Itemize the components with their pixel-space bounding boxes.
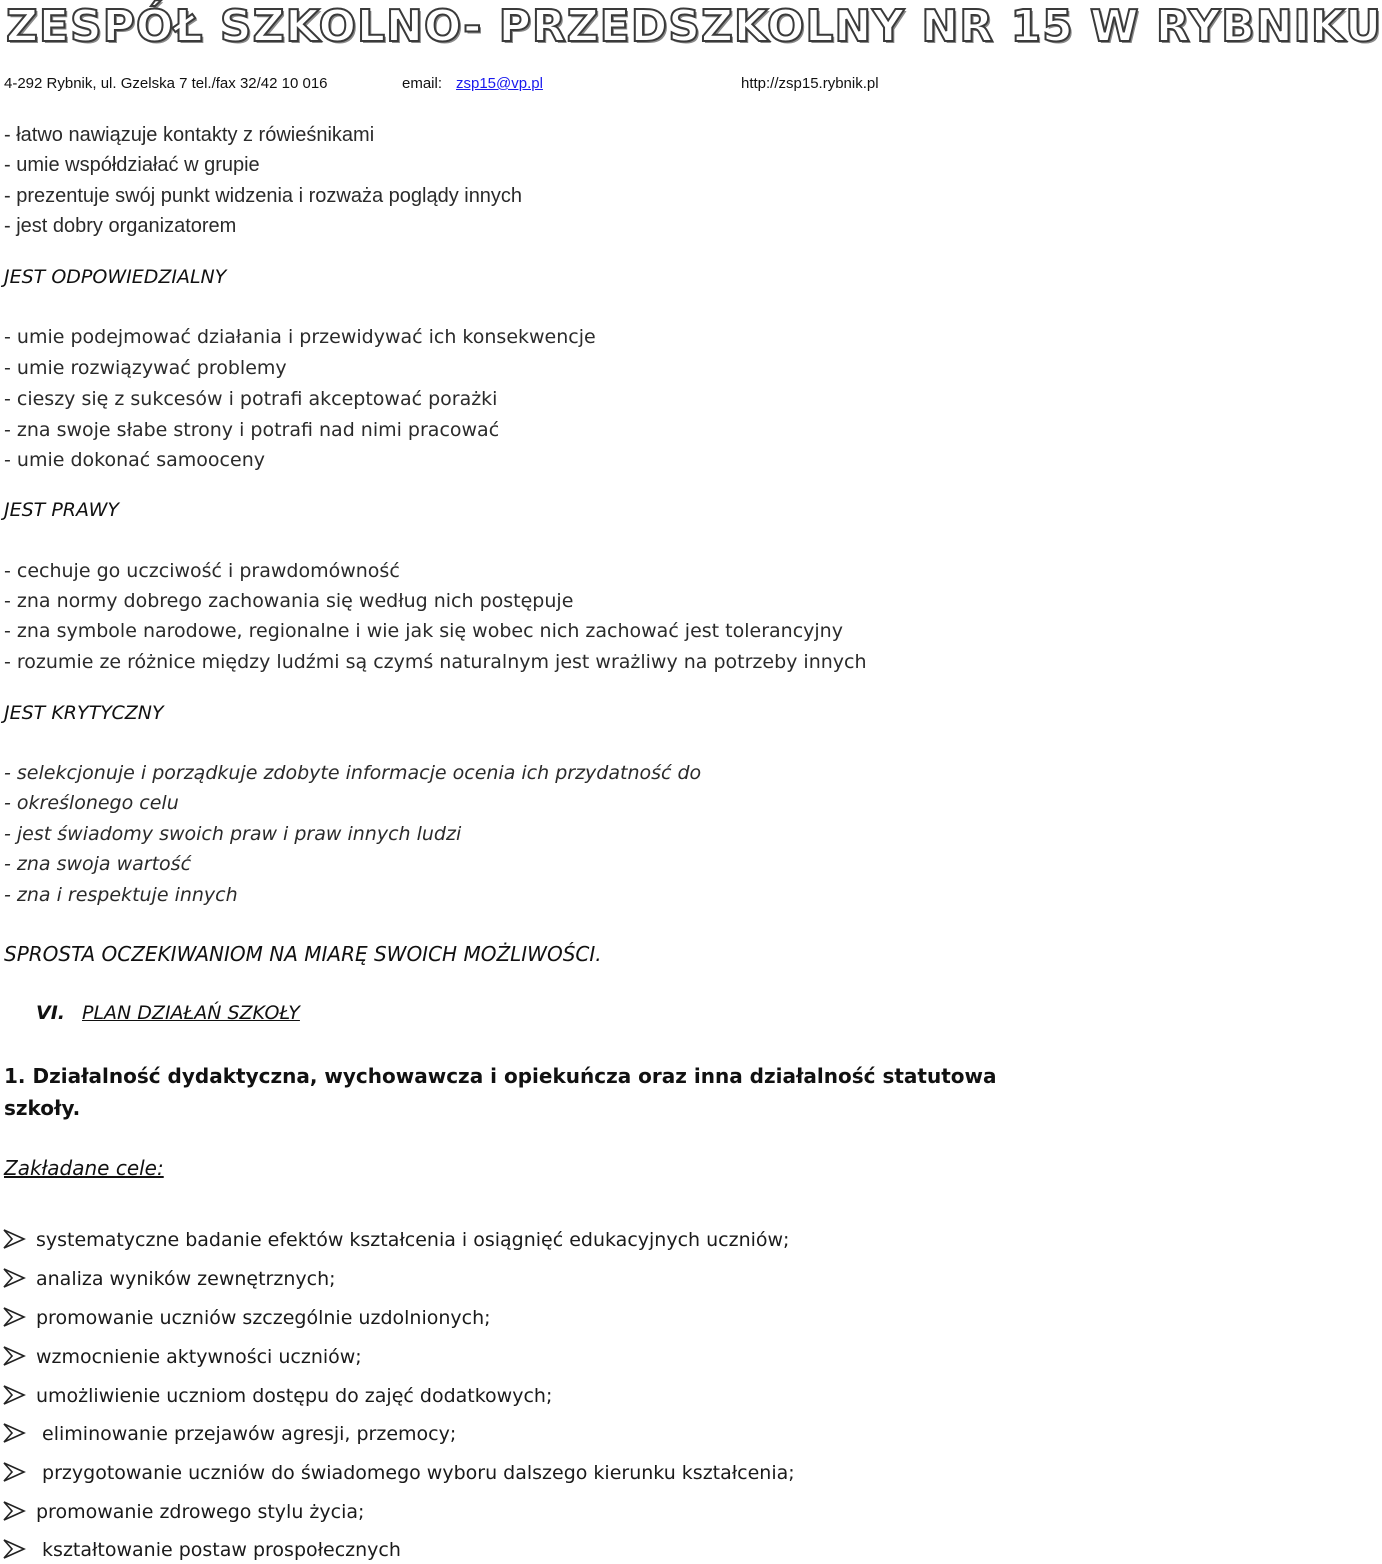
activity-heading: 1. Działalność dydaktyczna, wychowawcza i opiekuńcza oraz inna działalność statutowa — [4, 1064, 997, 1088]
arrow-bullet-icon — [2, 1307, 26, 1327]
goal-item — [36, 1266, 336, 1292]
critical-line: - zna swoja wartość — [4, 853, 192, 875]
arrow-bullet-icon — [2, 1346, 26, 1366]
goal-text: kształtowanie postaw prospołecznych — [36, 1539, 401, 1561]
righteous-line: - cechuje go uczciwość i prawdomówność — [4, 560, 400, 582]
goal-text: systematyczne badanie efektów kształcenia i osiągnięć edukacyjnych uczniów; — [36, 1229, 790, 1251]
school-name: ZESPÓŁ SZKOLNO- PRZEDSZKOLNY NR 15 W RYBNIKU — [6, 1, 1382, 52]
section-heading-critical: JEST KRYTYCZNY — [4, 702, 164, 724]
plan-title: PLAN DZIAŁAŃ SZKOŁY — [82, 1002, 300, 1024]
school-banner — [0, 0, 1382, 58]
goal-item — [36, 1537, 401, 1563]
righteous-line: - rozumie ze różnice między ludźmi są czymś naturalnym jest wrażliwy na potrzeby innych — [4, 651, 867, 673]
arrow-bullet-icon — [2, 1385, 26, 1405]
goal-item — [36, 1499, 365, 1525]
goal-item — [36, 1344, 362, 1370]
goal-text: przygotowanie uczniów do świadomego wyboru dalszego kierunku kształcenia; — [36, 1462, 795, 1484]
arrow-bullet-icon — [2, 1462, 26, 1482]
section-heading-responsible: JEST ODPOWIEDZIALNY — [4, 266, 227, 288]
arrow-bullet-icon — [2, 1539, 26, 1559]
arrow-bullet-icon — [2, 1501, 26, 1521]
email-label: email: — [402, 75, 443, 92]
responsible-line: - umie podejmować działania i przewidywać ich konsekwencje — [4, 326, 596, 348]
arrow-bullet-icon — [2, 1423, 26, 1443]
school-address: 4-292 Rybnik, ul. Gzelska 7 tel./fax 32/42 10 016 — [4, 75, 328, 92]
goal-item — [36, 1383, 553, 1409]
intro-line: - łatwo nawiązuje kontakty z rówieśnikami — [4, 124, 375, 146]
goal-text: analiza wyników zewnętrznych; — [36, 1268, 336, 1290]
goal-item — [36, 1305, 491, 1331]
goal-item — [36, 1421, 457, 1447]
responsible-line: - zna swoje słabe strony i potrafi nad nimi pracować — [4, 419, 500, 441]
righteous-line: - zna normy dobrego zachowania się według nich postępuje — [4, 590, 574, 612]
responsible-line: - umie dokonać samooceny — [4, 449, 265, 471]
section-heading-righteous: JEST PRAWY — [4, 499, 120, 521]
intro-line: - prezentuje swój punkt widzenia i rozważa poglądy innych — [4, 185, 523, 207]
goal-text: promowanie uczniów szczególnie uzdolnionych; — [36, 1307, 491, 1329]
intro-line: - jest dobry organizatorem — [4, 215, 237, 237]
responsible-line: - umie rozwiązywać problemy — [4, 357, 287, 379]
arrow-bullet-icon — [2, 1229, 26, 1249]
goal-text: umożliwienie uczniom dostępu do zajęć dodatkowych; — [36, 1385, 553, 1407]
critical-line: - selekcjonuje i porządkuje zdobyte informacje ocenia ich przydatność do — [4, 762, 702, 784]
critical-line: - jest świadomy swoich praw i praw innych ludzi — [4, 823, 462, 845]
goals-label: Zakładane cele: — [4, 1156, 164, 1180]
goal-text: wzmocnienie aktywności uczniów; — [36, 1346, 362, 1368]
responsible-line: - cieszy się z sukcesów i potrafi akceptować porażki — [4, 388, 498, 410]
righteous-line: - zna symbole narodowe, regionalne i wie jak się wobec nich zachować jest tolerancyjny — [4, 620, 843, 642]
goal-item — [36, 1460, 795, 1486]
arrow-bullet-icon — [2, 1268, 26, 1288]
goal-text: promowanie zdrowego stylu życia; — [36, 1501, 365, 1523]
closing-statement: SPROSTA OCZEKIWANIOM NA MIARĘ SWOICH MOŻLIWOŚCI. — [4, 942, 602, 966]
email-link-text[interactable]: zsp15@vp.pl — [456, 75, 543, 92]
goal-item — [36, 1227, 790, 1253]
website-text: http://zsp15.rybnik.pl — [741, 75, 879, 92]
email-link[interactable] — [456, 74, 543, 94]
intro-line: - umie współdziałać w grupie — [4, 154, 260, 176]
plan-number: VI. — [36, 1002, 65, 1024]
critical-line: - określonego celu — [4, 792, 179, 814]
critical-line: - zna i respektuje innych — [4, 884, 238, 906]
activity-heading-continued: szkoły. — [4, 1096, 81, 1120]
goal-text: eliminowanie przejawów agresji, przemocy; — [36, 1423, 457, 1445]
